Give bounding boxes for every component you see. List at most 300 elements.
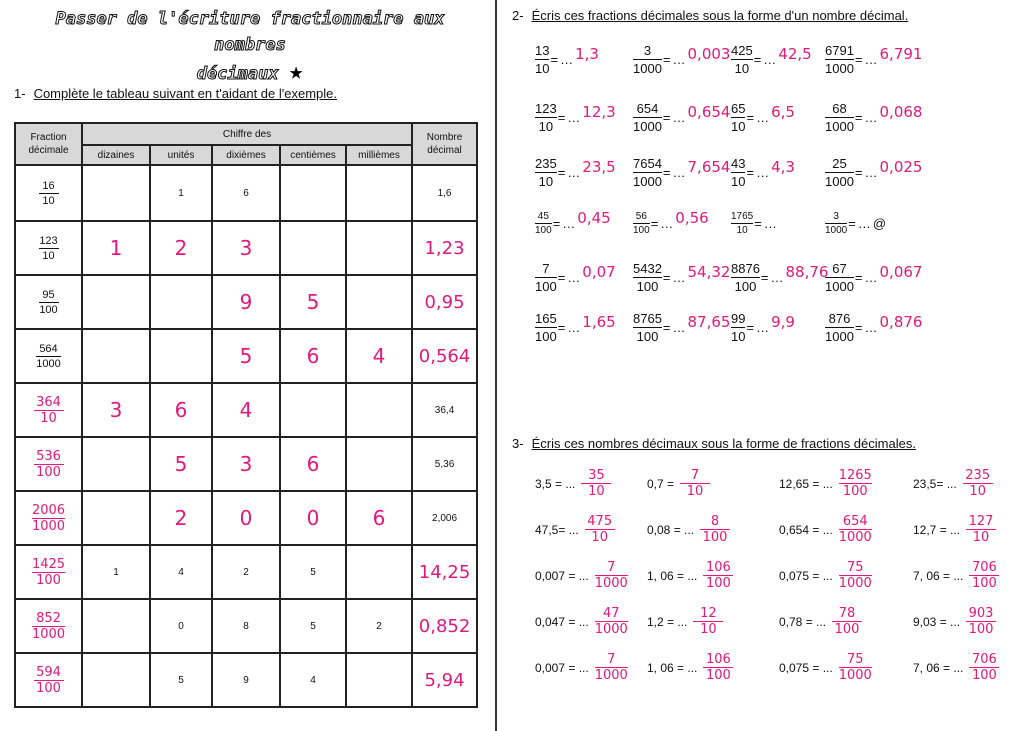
- equals-sign: =: [557, 270, 566, 285]
- handwritten-fraction: [839, 560, 872, 591]
- given-fraction-numerator: 3: [833, 211, 839, 222]
- digit-cell-milliemes: [346, 653, 412, 707]
- handwritten-fraction-numerator: 235: [965, 468, 991, 483]
- decimal-to-fraction-item: [779, 514, 872, 545]
- given-fraction-denominator: 1000: [825, 329, 854, 344]
- digit-dixiemes: 6: [243, 187, 249, 199]
- answer-dots: …: [756, 320, 770, 335]
- conversion-item: [731, 310, 795, 345]
- table-fraction-numerator: 2006: [31, 502, 66, 518]
- handwritten-answer: 88,76: [785, 262, 829, 281]
- answer-dots: …: [864, 270, 878, 285]
- given-fraction: [825, 42, 854, 77]
- decimal-label: 23,5= ...: [913, 476, 957, 491]
- table-fraction-numerator: 364: [36, 394, 61, 410]
- table-row: [15, 329, 477, 383]
- table-row: [15, 437, 477, 491]
- fraction-cell: [15, 383, 82, 437]
- equals-sign: =: [662, 270, 671, 285]
- decimal-to-fraction-item: [647, 560, 733, 591]
- digit-cell-milliemes: [346, 165, 412, 221]
- handwritten-fraction-denominator: 10: [700, 622, 717, 637]
- equals-sign: =: [662, 165, 671, 180]
- digit-cell-centiemes: [280, 653, 346, 707]
- exercise-row: [535, 155, 955, 205]
- handwritten-answer: 0,068: [879, 102, 923, 121]
- conversion-item: [731, 100, 795, 135]
- answer-dots: …: [567, 165, 581, 180]
- fraction-cell: [15, 275, 82, 329]
- decimal-cell: [412, 221, 477, 275]
- digit-cell-dixiemes: [212, 383, 280, 437]
- digit-cell-dizaines: [82, 653, 150, 707]
- given-fraction: [535, 155, 557, 190]
- handwritten-answer: 1,65: [582, 312, 616, 331]
- decimal-to-fraction-item: [535, 468, 611, 499]
- handwritten-fraction-numerator: 35: [588, 468, 605, 483]
- decimal-label: 12,65 = ...: [779, 476, 833, 491]
- digit-cell-dixiemes: [212, 221, 280, 275]
- answer-dots: …: [567, 270, 581, 285]
- given-fraction: [633, 210, 650, 237]
- handwritten-fraction-numerator: 7: [607, 560, 616, 575]
- handwritten-answer: 0,876: [879, 312, 923, 331]
- decimal-label: 1,2 = ...: [647, 614, 688, 629]
- handwritten-fraction-denominator: 10: [591, 530, 608, 545]
- digit-cell-unites: [150, 165, 212, 221]
- decimal-to-fraction-item: [913, 606, 996, 637]
- decimal-to-fraction-item: [913, 560, 999, 591]
- digit-cell-dixiemes: [212, 437, 280, 491]
- digit-cell-dizaines: [82, 165, 150, 221]
- table-row: [15, 653, 477, 707]
- handwritten-fraction-denominator: 1000: [838, 530, 872, 545]
- given-fraction-numerator: 425: [731, 43, 753, 58]
- given-fraction: [825, 155, 854, 190]
- digit-cell-centiemes: [280, 491, 346, 545]
- conversion-item: [633, 100, 730, 135]
- given-fraction-denominator: 10: [538, 119, 554, 134]
- answer-dots: …: [756, 165, 770, 180]
- handwritten-fraction-numerator: 75: [846, 560, 864, 575]
- exercise-row: [535, 260, 955, 310]
- conversion-item: [731, 210, 778, 237]
- digit-dixiemes: 9: [243, 674, 249, 686]
- given-fraction-denominator: 1000: [825, 279, 854, 294]
- handwritten-answer: 0,654: [687, 102, 731, 121]
- given-fraction-numerator: 67: [832, 261, 847, 276]
- handwritten-answer: 0,56: [675, 208, 709, 227]
- digit-dixiemes: 3: [239, 452, 253, 476]
- decimal-value: 0,95: [424, 291, 465, 313]
- given-fraction: [731, 42, 753, 77]
- conversion-item: [535, 210, 611, 237]
- exercise-row: [535, 310, 955, 360]
- handwritten-fraction: [839, 468, 872, 499]
- table-fraction: [39, 288, 59, 317]
- handwritten-fraction-denominator: 100: [968, 622, 994, 637]
- digit-milliemes: 6: [372, 506, 386, 530]
- fraction-cell: [15, 329, 82, 383]
- given-fraction-denominator: 100: [535, 329, 557, 344]
- handwritten-answer: 0,07: [582, 262, 616, 281]
- handwritten-fraction-denominator: 100: [842, 484, 868, 499]
- digit-dixiemes: 0: [239, 506, 253, 530]
- decimal-label: 7, 06 = ...: [913, 660, 964, 675]
- decimal-to-fraction-item: [647, 652, 733, 683]
- answer-dots: …: [672, 320, 686, 335]
- table-row: [15, 383, 477, 437]
- equals-sign: =: [662, 52, 671, 67]
- answer-dots: …: [763, 52, 777, 67]
- answer-dots: …: [562, 216, 576, 231]
- digit-cell-dixiemes: [212, 653, 280, 707]
- answer-dots: …: [660, 216, 674, 231]
- handwritten-fraction: [680, 468, 710, 499]
- decimal-to-fraction-item: [913, 514, 996, 545]
- digit-dixiemes: 2: [243, 566, 249, 578]
- table-fraction: [34, 449, 64, 480]
- decimal-cell: [412, 599, 477, 653]
- given-fraction-numerator: 65: [731, 101, 746, 116]
- conversion-item: [535, 155, 616, 190]
- given-fraction: [535, 100, 557, 135]
- conversion-item: [633, 210, 709, 237]
- table-fraction: [39, 179, 59, 208]
- handwritten-fraction-denominator: 10: [686, 484, 704, 499]
- digit-centiemes: 4: [310, 674, 316, 686]
- given-fraction-denominator: 100: [734, 279, 757, 294]
- handwritten-answer: 12,3: [582, 102, 616, 121]
- digit-centiemes: 6: [306, 344, 320, 368]
- digit-dizaines: 1: [109, 236, 123, 260]
- given-fraction: [731, 310, 745, 345]
- given-fraction-numerator: 43: [731, 156, 746, 171]
- decimal-value: 2,006: [432, 512, 458, 524]
- exercise-row: [535, 42, 955, 92]
- given-fraction: [633, 42, 662, 77]
- given-fraction-denominator: 1000: [825, 61, 854, 76]
- decimal-table: [14, 122, 478, 708]
- given-fraction-denominator: 10: [734, 61, 750, 76]
- equals-sign: =: [557, 165, 566, 180]
- answer-dots: …: [864, 320, 878, 335]
- handwritten-fraction-denominator: 100: [705, 576, 731, 591]
- given-fraction-numerator: 56: [635, 211, 647, 222]
- decimal-cell: [412, 437, 477, 491]
- table-fraction-denominator: 10: [40, 410, 57, 426]
- digit-dixiemes: 5: [239, 344, 253, 368]
- handwritten-fraction: [966, 606, 996, 637]
- handwritten-answer: 42,5: [778, 44, 812, 63]
- given-fraction-denominator: 10: [731, 119, 746, 134]
- digit-dixiemes: 9: [239, 290, 253, 314]
- table-fraction-denominator: 100: [36, 464, 61, 480]
- given-fraction-denominator: 100: [535, 225, 552, 236]
- question-1-number: 1-: [14, 86, 26, 101]
- decimal-value: 5,36: [434, 458, 455, 470]
- table-fraction-numerator: 536: [36, 448, 61, 464]
- table-fraction: [32, 503, 65, 534]
- given-fraction-numerator: 1765: [731, 211, 754, 222]
- digit-cell-milliemes: [346, 491, 412, 545]
- star-icon: ★: [288, 57, 304, 85]
- decimal-to-fraction-item: [779, 606, 862, 637]
- digit-cell-dixiemes: [212, 275, 280, 329]
- given-fraction-numerator: 45: [537, 211, 549, 222]
- equals-sign: =: [557, 320, 566, 335]
- digit-cell-unites: [150, 275, 212, 329]
- header-milliemes: millièmes: [346, 145, 412, 165]
- handwritten-answer: 9,9: [771, 312, 795, 331]
- given-fraction-denominator: 10: [731, 174, 746, 189]
- decimal-value: 0,852: [418, 615, 471, 637]
- fraction-cell: [15, 491, 82, 545]
- handwritten-fraction-denominator: 100: [834, 622, 860, 637]
- digit-dizaines: 3: [109, 398, 123, 422]
- handwritten-fraction-numerator: 8: [710, 514, 720, 529]
- decimal-to-fraction-item: [779, 468, 872, 499]
- given-fraction-denominator: 1000: [633, 61, 662, 76]
- decimal-label: 9,03 = ...: [913, 614, 961, 629]
- decimal-to-fraction-item: [535, 652, 628, 683]
- decimal-to-fraction-item: [779, 652, 872, 683]
- handwritten-fraction: [595, 606, 628, 637]
- handwritten-answer: 54,32: [687, 262, 731, 281]
- decimal-value: 1,23: [424, 237, 465, 259]
- conversion-item: [731, 42, 812, 77]
- digit-dixiemes: 8: [243, 620, 249, 632]
- conversion-item: [633, 42, 730, 77]
- conversion-item: [535, 100, 616, 135]
- handwritten-fraction-numerator: 475: [587, 514, 613, 529]
- decimal-label: 1, 06 = ...: [647, 568, 698, 583]
- handwritten-fraction-denominator: 100: [705, 668, 731, 683]
- given-fraction: [825, 100, 854, 135]
- decimal-label: 0,007 = ...: [535, 568, 589, 583]
- equals-sign: =: [854, 320, 863, 335]
- conversion-item: [825, 260, 922, 295]
- conversion-item: [825, 310, 922, 345]
- handwritten-fraction-numerator: 47: [602, 606, 620, 621]
- given-fraction: [825, 210, 847, 237]
- digit-cell-milliemes: [346, 437, 412, 491]
- digit-unites: 2: [174, 506, 188, 530]
- decimal-to-fraction-item: [779, 560, 872, 591]
- digit-cell-unites: [150, 545, 212, 599]
- decimal-cell: [412, 491, 477, 545]
- conversion-item: [535, 42, 599, 77]
- handwritten-fraction-numerator: 7: [690, 468, 700, 483]
- given-fraction-numerator: 25: [832, 156, 847, 171]
- decimal-to-fraction-item: [913, 468, 993, 499]
- handwritten-answer: 0,067: [879, 262, 923, 281]
- question-2-title: [512, 8, 908, 23]
- answer-dots: …: [672, 270, 686, 285]
- digit-cell-centiemes: [280, 329, 346, 383]
- table-row: [15, 491, 477, 545]
- given-fraction: [535, 260, 557, 295]
- digit-cell-centiemes: [280, 437, 346, 491]
- digit-milliemes: 4: [372, 344, 386, 368]
- decimal-label: 3,5 = ...: [535, 476, 576, 491]
- handwritten-fraction: [839, 514, 872, 545]
- handwritten-fraction-denominator: 1000: [594, 576, 628, 591]
- handwritten-answer: 0,025: [879, 157, 923, 176]
- given-fraction-numerator: 7: [542, 261, 550, 276]
- handwritten-fraction-denominator: 1000: [838, 576, 872, 591]
- header-dizaines: dizaines: [82, 145, 150, 165]
- decimal-label: 0,075 = ...: [779, 568, 833, 583]
- given-fraction-denominator: 1000: [825, 119, 854, 134]
- table-fraction-numerator: 594: [36, 664, 61, 680]
- decimal-to-fraction-item: [647, 606, 723, 637]
- digit-cell-dixiemes: [212, 491, 280, 545]
- handwritten-fraction-numerator: 903: [968, 606, 994, 621]
- handwritten-fraction-denominator: 100: [971, 668, 997, 683]
- given-fraction-numerator: 123: [535, 101, 557, 116]
- handwritten-fraction: [969, 560, 999, 591]
- at-symbol: @: [872, 216, 887, 231]
- equals-sign: =: [662, 320, 671, 335]
- table-fraction-numerator: 564: [39, 342, 58, 355]
- column-divider: [495, 0, 497, 731]
- answer-dots: …: [567, 320, 581, 335]
- digit-cell-milliemes: [346, 275, 412, 329]
- digit-cell-dizaines: [82, 383, 150, 437]
- decimal-value: 36,4: [434, 404, 455, 416]
- table-fraction-denominator: 100: [36, 572, 61, 588]
- equals-sign: =: [848, 216, 856, 231]
- decimal-label: 47,5= ...: [535, 522, 579, 537]
- given-fraction-denominator: 1000: [825, 174, 854, 189]
- digit-dixiemes: 4: [239, 398, 253, 422]
- digit-cell-milliemes: [346, 599, 412, 653]
- table-row: [15, 165, 477, 221]
- equals-sign: =: [746, 110, 755, 125]
- equals-sign: =: [753, 52, 762, 67]
- digit-cell-dixiemes: [212, 545, 280, 599]
- header-unites: unités: [150, 145, 212, 165]
- decimal-value: 14,25: [418, 561, 471, 583]
- given-fraction-denominator: 100: [636, 279, 659, 294]
- decimal-value: 5,94: [424, 669, 465, 691]
- fraction-cell: [15, 599, 82, 653]
- given-fraction-numerator: 7654: [633, 156, 662, 171]
- digit-cell-centiemes: [280, 599, 346, 653]
- equals-sign: =: [854, 52, 863, 67]
- digit-cell-centiemes: [280, 383, 346, 437]
- given-fraction-numerator: 8876: [731, 261, 760, 276]
- handwritten-fraction: [963, 468, 993, 499]
- conversion-item: [825, 155, 922, 190]
- handwritten-fraction-denominator: 1000: [594, 668, 628, 683]
- given-fraction-numerator: 3: [643, 43, 652, 58]
- handwritten-fraction-numerator: 1265: [838, 468, 872, 483]
- digit-cell-unites: [150, 437, 212, 491]
- given-fraction: [825, 310, 854, 345]
- given-fraction-denominator: 1000: [633, 174, 662, 189]
- handwritten-answer: 1,3: [575, 44, 599, 63]
- table-fraction-denominator: 10: [42, 194, 55, 207]
- given-fraction: [633, 260, 662, 295]
- handwritten-fraction-denominator: 100: [702, 530, 728, 545]
- decimal-value: 1,6: [437, 187, 452, 199]
- decimal-to-fraction-item: [647, 514, 730, 545]
- decimal-label: 7, 06 = ...: [913, 568, 964, 583]
- decimal-cell: [412, 275, 477, 329]
- handwritten-fraction-numerator: 654: [842, 514, 868, 529]
- handwritten-fraction: [581, 468, 611, 499]
- digit-cell-dixiemes: [212, 599, 280, 653]
- table-fraction: [34, 665, 64, 696]
- given-fraction-denominator: 10: [538, 174, 554, 189]
- handwritten-fraction-denominator: 10: [588, 484, 605, 499]
- decimal-to-fraction-item: [535, 560, 628, 591]
- decimal-to-fraction-item: [535, 514, 615, 545]
- table-fraction: [34, 395, 64, 426]
- decimal-label: 0,78 = ...: [779, 614, 827, 629]
- question-1-text: Complète le tableau suivant en t'aidant de l'exemple.: [33, 86, 337, 101]
- given-fraction: [633, 155, 662, 190]
- table-row: [15, 599, 477, 653]
- table-fraction-numerator: 16: [42, 179, 55, 192]
- digit-cell-dizaines: [82, 329, 150, 383]
- given-fraction: [731, 100, 745, 135]
- table-fraction: [36, 342, 60, 371]
- digit-centiemes: 5: [306, 290, 320, 314]
- handwritten-fraction: [700, 514, 730, 545]
- digit-dixiemes: 3: [239, 236, 253, 260]
- handwritten-fraction-numerator: 75: [846, 652, 864, 667]
- handwritten-fraction-numerator: 7: [607, 652, 616, 667]
- table-fraction: [32, 611, 65, 642]
- table-fraction-numerator: 1425: [31, 556, 66, 572]
- digit-unites: 5: [174, 452, 188, 476]
- decimal-to-fraction-item: [535, 606, 628, 637]
- given-fraction-denominator: 1000: [633, 119, 662, 134]
- given-fraction: [731, 260, 760, 295]
- table-fraction-numerator: 95: [42, 288, 55, 301]
- decimal-label: 0,075 = ...: [779, 660, 833, 675]
- worksheet-title: [40, 6, 460, 87]
- equals-sign: =: [754, 216, 762, 231]
- handwritten-answer: 4,3: [771, 157, 795, 176]
- decimal-cell: [412, 653, 477, 707]
- handwritten-fraction-numerator: 12: [700, 606, 717, 621]
- table-fraction: [39, 234, 59, 263]
- answer-dots: …: [560, 52, 574, 67]
- digit-cell-dixiemes: [212, 165, 280, 221]
- handwritten-fraction-numerator: 78: [838, 606, 856, 621]
- equals-sign: =: [854, 270, 863, 285]
- handwritten-fraction: [693, 606, 723, 637]
- equals-sign: =: [650, 216, 659, 231]
- given-fraction-numerator: 6791: [825, 43, 854, 58]
- handwritten-fraction: [595, 652, 628, 683]
- given-fraction-denominator: 100: [535, 279, 557, 294]
- digit-unites: 0: [178, 620, 184, 632]
- digit-unites: 1: [178, 187, 184, 199]
- equals-sign: =: [760, 270, 769, 285]
- handwritten-fraction: [595, 560, 628, 591]
- digit-cell-unites: [150, 383, 212, 437]
- handwritten-answer: 23,5: [582, 157, 616, 176]
- table-fraction-numerator: 123: [39, 234, 58, 247]
- question-3-title: [512, 436, 916, 451]
- conversion-item: [633, 155, 730, 190]
- header-centiemes: centièmes: [280, 145, 346, 165]
